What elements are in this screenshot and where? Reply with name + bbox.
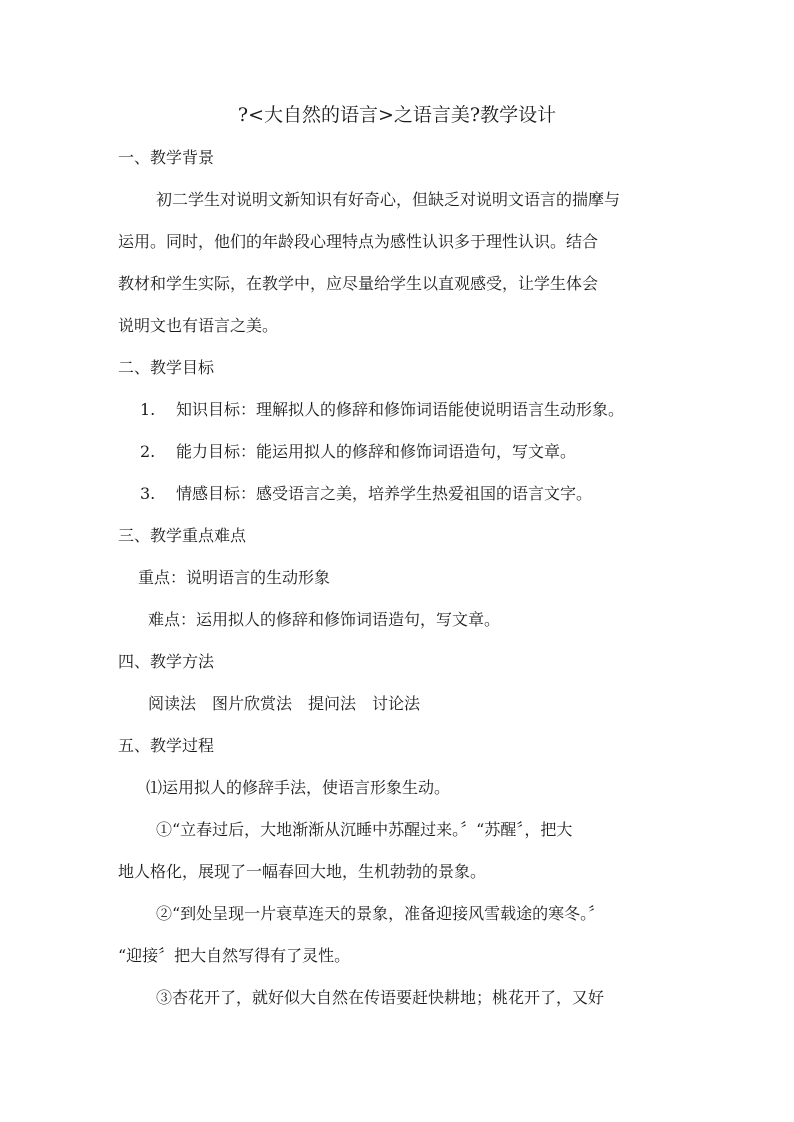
objective-text: 知识目标：理解拟人的修辞和修饰词语能使说明语言生动形象。	[176, 400, 625, 419]
section-heading-background: 一、教学背景	[118, 148, 215, 167]
section-heading-key-points: 三、教学重点难点	[118, 526, 247, 545]
paragraph-line: ①“立春过后，大地渐渐从沉睡中苏醒过来。〞“苏醒〞，把大	[156, 820, 573, 839]
objective-text: 能力目标：能运用拟人的修辞和修饰词语造句，写文章。	[176, 442, 577, 461]
paragraph-line: 地人格化，展现了一幅春回大地，生机勃勃的景象。	[118, 862, 487, 881]
paragraph-line: 说明文也有语言之美。	[118, 316, 279, 335]
paragraph-line: 初二学生对说明文新知识有好奇心，但缺乏对说明文语言的揣摩与	[156, 190, 621, 209]
objective-number: 3.	[140, 484, 156, 503]
section-heading-process: 五、教学过程	[118, 736, 215, 755]
objective-item	[140, 438, 576, 466]
paragraph-line: 运用。同时，他们的年龄段心理特点为感性认识多于理性认识。结合	[118, 232, 599, 251]
objective-item	[140, 396, 624, 424]
process-subheading: ⑴运用拟人的修辞手法，使语言形象生动。	[146, 778, 451, 797]
objective-item	[140, 480, 592, 508]
paragraph-line: ②“到处呈现一片衰草连天的景象，准备迎接风雪载途的寒冬。〞	[156, 904, 605, 923]
objective-number: 1.	[140, 400, 156, 419]
paragraph-line: 教材和学生实际，在教学中，应尽量给学生以直观感受，让学生体会	[118, 274, 599, 293]
objective-number: 2.	[140, 442, 156, 461]
difficulty-line: 难点：运用拟人的修辞和修饰词语造句，写文章。	[148, 610, 501, 629]
objective-text: 情感目标：感受语言之美，培养学生热爱祖国的语言文字。	[176, 484, 593, 503]
methods-line: 阅读法 图片欣赏法 提问法 讨论法	[148, 694, 421, 713]
document-title: ?<大自然的语言>之语言美?教学设计	[237, 104, 557, 126]
section-heading-methods: 四、教学方法	[118, 652, 215, 671]
paragraph-line: “迎接〞把大自然写得有了灵性。	[118, 946, 351, 965]
key-point-line: 重点：说明语言的生动形象	[138, 568, 331, 587]
paragraph-line: ③杏花开了，就好似大自然在传语要赶快耕地；桃花开了，又好	[156, 988, 605, 1007]
section-heading-objectives: 二、教学目标	[118, 358, 215, 377]
